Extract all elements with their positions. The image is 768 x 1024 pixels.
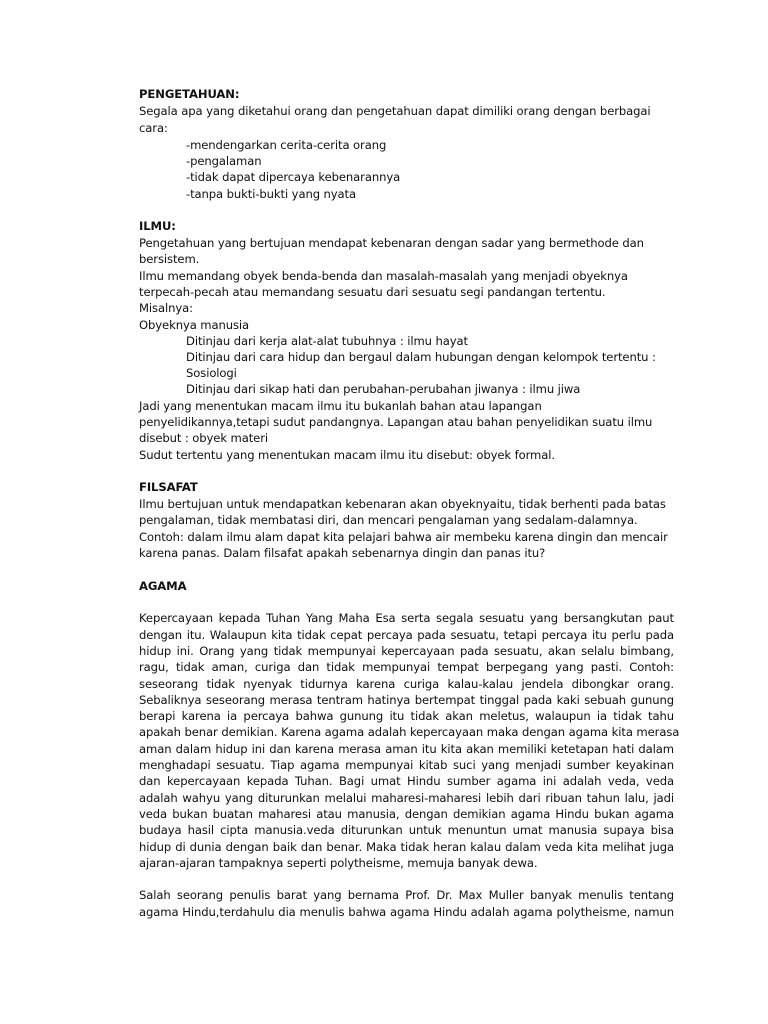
ilmu-example: Ditinjau dari cara hidup dan bergaul dalam hubungan dengan kelompok tertentu : (186, 350, 656, 364)
ilmu-line: Pengetahuan yang bertujuan mendapat kebenaran dengan sadar yang bermethode dan (139, 236, 644, 250)
agama-heading: AGAMA (139, 579, 187, 593)
pengetahuan-item: -mendengarkan cerita-cerita orang (186, 138, 387, 152)
ilmu-line: terpecah-pecah atau memandang sesuatu dari sesuatu segi pandangan tertentu. (139, 285, 606, 299)
ilmu-example: Ditinjau dari sikap hati dan perubahan-perubahan jiwanya : ilmu jiwa (186, 382, 581, 396)
agama-para1-line: budaya hasil cipta manusia.veda diturunkan untuk menuntun umat manusia supaya bisa (139, 823, 674, 837)
agama-para1-line: aman dalam hidup ini dan karena merasa aman itu kita akan memiliki ketetapan hati dalam (139, 742, 674, 756)
agama-para1-line: menghadapi sesuatu. Tiap agama mempunyai kitab suci yang menjadi sumber keyakinan (139, 758, 674, 772)
agama-para1-line: ragu, tidak aman, curiga dan tidak mempunyai tempat berpegang yang pasti. Contoh: (139, 660, 674, 674)
ilmu-line: bersistem. (139, 252, 200, 266)
agama-para1-line: berapi karena ia percaya bahwa gunung itu tidak akan meletus, walaupun ia tidak tahu (139, 709, 674, 723)
filsafat-line: karena panas. Dalam filsafat apakah sebenarnya dingin dan panas itu? (139, 546, 546, 560)
pengetahuan-line: cara: (139, 121, 168, 135)
agama-para1-line: apakah benar demikian. Karena agama adalah kepercayaan maka dengan agama kita merasa (139, 725, 680, 739)
agama-para2-line: agama Hindu,terdahulu dia menulis bahwa agama Hindu adalah agama polytheisme, namun (139, 905, 674, 919)
ilmu-example: Ditinjau dari kerja alat-alat tubuhnya : ilmu hayat (186, 334, 468, 348)
agama-para1-line: hidup di dunia dengan baik dan benar. Maka tidak heran kalau dalam veda kita melihat juga (139, 840, 674, 854)
agama-para1-line: ajaran-ajaran tampaknya seperti polytheisme, memuja banyak dewa. (139, 856, 538, 870)
agama-para1-line: seseorang tidak nyenyak tidurnya karena curiga kalau-kalau jendela dibongkar orang. (139, 677, 674, 691)
filsafat-line: Contoh: dalam ilmu alam dapat kita pelajari bahwa air membeku karena dingin dan mencair (139, 530, 668, 544)
pengetahuan-item: -tanpa bukti-bukti yang nyata (186, 187, 356, 201)
agama-para1-line: Kepercayaan kepada Tuhan Yang Maha Esa serta segala sesuatu yang bersangkutan paut (139, 611, 674, 625)
ilmu-line: Misalnya: (139, 301, 193, 315)
pengetahuan-item: -pengalaman (186, 154, 262, 168)
ilmu-example: Sosiologi (186, 366, 237, 380)
ilmu-closing-line: disebut : obyek materi (139, 431, 268, 445)
agama-para1-line: Sebaliknya seseorang merasa tentram hatinya bertempat tinggal pada kaki sebuah gunung (139, 693, 674, 707)
agama-para1-line: veda bukan buatan maharesi atau manusia, dengan demikian agama Hindu bukan agama (139, 807, 674, 821)
ilmu-heading: ILMU: (139, 219, 176, 233)
agama-para1-line: hidup ini. Orang yang tidak mempunyai kepercayaan pada sesuatu, akan selalu bimbang, (139, 644, 674, 658)
filsafat-line: pengalaman, tidak membatasi diri, dan mencari pengalaman yang sedalam-dalamnya. (139, 513, 638, 527)
pengetahuan-item: -tidak dapat dipercaya kebenarannya (186, 170, 401, 184)
filsafat-line: Ilmu bertujuan untuk mendapatkan kebenaran akan obyeknyaitu, tidak berhenti pada batas (139, 497, 666, 511)
pengetahuan-heading: PENGETAHUAN: (139, 87, 240, 101)
pengetahuan-line: Segala apa yang diketahui orang dan pengetahuan dapat dimiliki orang dengan berbagai (139, 104, 651, 118)
agama-para1-line: dengan itu. Walaupun kita tidak cepat percaya pada sesuatu, tetapi percaya itu perlu pada (139, 628, 674, 642)
ilmu-line: Obyeknya manusia (139, 318, 250, 332)
filsafat-heading: FILSAFAT (139, 480, 198, 494)
ilmu-closing-line: Jadi yang menentukan macam ilmu itu bukanlah bahan atau lapangan (139, 399, 542, 413)
agama-para1-line: adalah wahyu yang diturunkan melalui maharesi-maharesi lebih dari ribuan tahun lalu, jadi (139, 791, 674, 805)
ilmu-closing-line: penyelidikannya,tetapi sudut pandangnya. Lapangan atau bahan penyelidikan suatu ilmu (139, 415, 653, 429)
ilmu-line: Ilmu memandang obyek benda-benda dan masalah-masalah yang menjadi obyeknya (139, 269, 628, 283)
agama-para1-line: dan kepercayaan kepada Tuhan. Bagi umat Hindu sumber agama ini adalah veda, veda (139, 774, 674, 788)
ilmu-closing-line: Sudut tertentu yang menentukan macam ilmu itu disebut: obyek formal. (139, 448, 555, 462)
agama-para2-line: Salah seorang penulis barat yang bernama Prof. Dr. Max Muller banyak menulis tentang (139, 888, 674, 902)
